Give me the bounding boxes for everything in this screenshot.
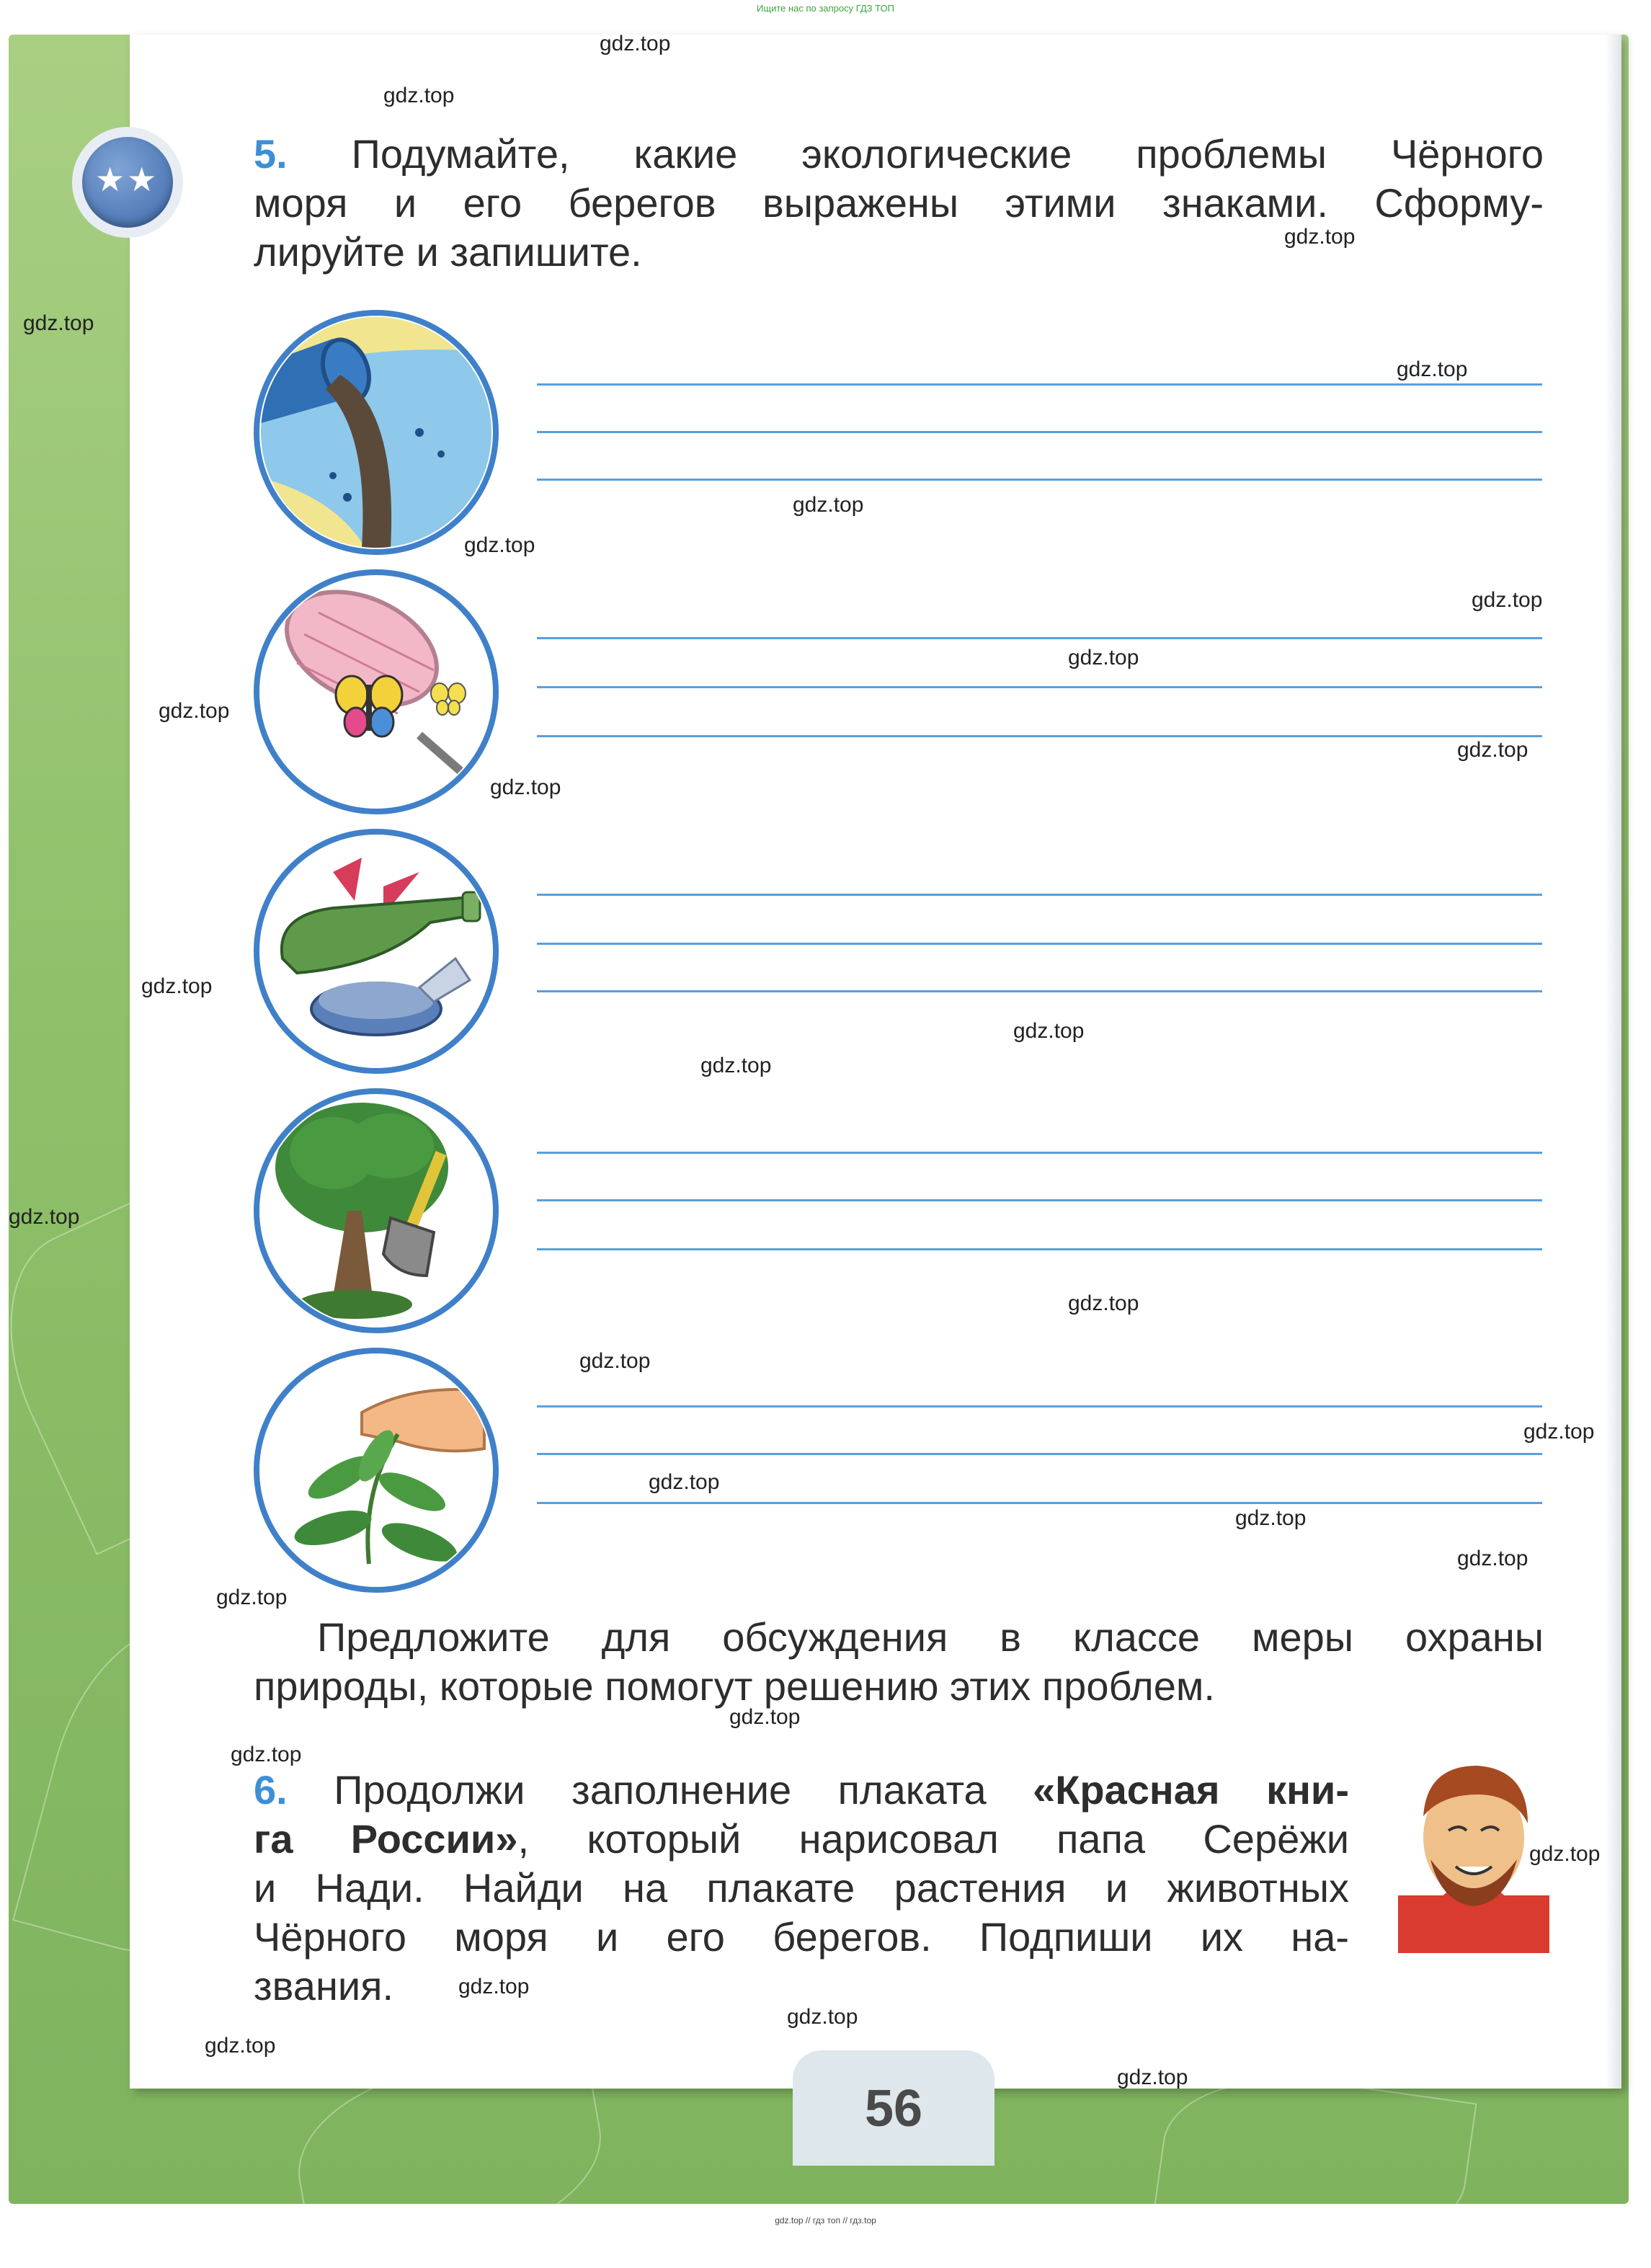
task-6-line-5: звания. xyxy=(254,1963,394,2009)
watermark: gdz.top xyxy=(9,1205,80,1229)
answer-line[interactable] xyxy=(537,1199,1542,1201)
bottom-hint: gdz.top // гдз топ // гдз.top xyxy=(775,2215,876,2225)
watermark: gdz.top xyxy=(1235,1506,1307,1530)
page-edge-shade xyxy=(1606,35,1621,2089)
watermark: gdz.top xyxy=(1397,357,1468,381)
answer-line[interactable] xyxy=(537,1405,1542,1408)
wastewater-pipe-icon xyxy=(254,310,499,555)
watermark: gdz.top xyxy=(216,1586,288,1609)
dad-portrait-illustration xyxy=(1398,1751,1549,1953)
watermark: gdz.top xyxy=(600,32,671,55)
task-6-line-4: Чёрного моря и его берегов. Подпиши их на- xyxy=(254,1914,1349,1960)
proposal-line-1: Предложите для обсуждения в классе меры охраны xyxy=(317,1614,1544,1660)
watermark: gdz.top xyxy=(383,84,455,107)
answer-line[interactable] xyxy=(537,431,1542,433)
task-5-line-3: лируйте и запишите. xyxy=(254,229,642,275)
watermark: gdz.top xyxy=(458,1975,530,1998)
answer-line[interactable] xyxy=(537,637,1542,639)
watermark: gdz.top xyxy=(1068,1291,1139,1315)
difficulty-badge xyxy=(72,127,183,238)
answer-line[interactable] xyxy=(537,943,1542,945)
proposal-text xyxy=(254,1613,1544,1711)
watermark: gdz.top xyxy=(1284,225,1356,249)
watermark: gdz.top xyxy=(649,1470,720,1494)
task-6-number: 6. xyxy=(254,1767,288,1813)
task-6-line-2: га России», который нарисовал папа Серёжи xyxy=(254,1816,1349,1862)
task-5-number: 5. xyxy=(254,131,288,177)
watermark: gdz.top xyxy=(159,699,230,723)
watermark: gdz.top xyxy=(1117,2065,1188,2089)
watermark: gdz.top xyxy=(1457,738,1528,762)
tree-axe-icon xyxy=(254,1088,499,1333)
butterfly-net-icon xyxy=(254,569,499,814)
leaf-decoration xyxy=(1152,2061,1477,2264)
watermark: gdz.top xyxy=(729,1705,801,1729)
top-hint: Ищите нас по запросу ГДЗ ТОП xyxy=(757,3,894,14)
watermark: gdz.top xyxy=(1529,1842,1601,1866)
watermark: gdz.top xyxy=(205,2034,276,2058)
watermark: gdz.top xyxy=(231,1743,302,1766)
answer-line[interactable] xyxy=(537,1248,1542,1250)
answer-line[interactable] xyxy=(537,1152,1542,1154)
answer-line[interactable] xyxy=(537,990,1542,992)
watermark: gdz.top xyxy=(141,974,213,998)
watermark: gdz.top xyxy=(1523,1420,1595,1444)
proposal-line-2: природы, которые помогут решению этих проблем. xyxy=(254,1663,1215,1709)
watermark: gdz.top xyxy=(700,1054,772,1077)
task-6-text xyxy=(254,1766,1349,2011)
litter-bottle-can-icon xyxy=(254,829,499,1074)
task-5-line-2: моря и его берегов выражены этими знаками. Сформу- xyxy=(254,180,1544,226)
answer-line[interactable] xyxy=(537,894,1542,896)
page-number: 56 xyxy=(864,2080,923,2138)
watermark: gdz.top xyxy=(1472,588,1543,612)
task-5-line-1: 5. Подумайте, какие экологические проблемы Чёрного xyxy=(254,131,1544,177)
task-6-line-1: 6. Продолжи заполнение плаката «Красная кни- xyxy=(254,1767,1349,1813)
answer-line[interactable] xyxy=(537,686,1542,688)
answer-line[interactable] xyxy=(537,735,1542,737)
answer-line[interactable] xyxy=(537,1453,1542,1455)
watermark: gdz.top xyxy=(1457,1547,1528,1570)
watermark: gdz.top xyxy=(787,2005,858,2029)
page-number-tab xyxy=(793,2050,994,2166)
watermark: gdz.top xyxy=(490,775,561,799)
answer-line[interactable] xyxy=(537,479,1542,481)
watermark: gdz.top xyxy=(1068,646,1139,670)
watermark: gdz.top xyxy=(579,1349,651,1373)
hand-picking-plant-icon xyxy=(254,1348,499,1593)
task-5-text xyxy=(254,130,1544,277)
task-6-line-3: и Нади. Найди на плакате растения и животных xyxy=(254,1865,1349,1911)
watermark: gdz.top xyxy=(1013,1019,1085,1043)
watermark: gdz.top xyxy=(464,533,535,557)
two-stars-icon: ★ ★ xyxy=(82,137,173,228)
watermark: gdz.top xyxy=(23,311,94,335)
answer-line[interactable] xyxy=(537,383,1542,386)
watermark: gdz.top xyxy=(793,493,864,517)
answer-line[interactable] xyxy=(537,1502,1542,1504)
